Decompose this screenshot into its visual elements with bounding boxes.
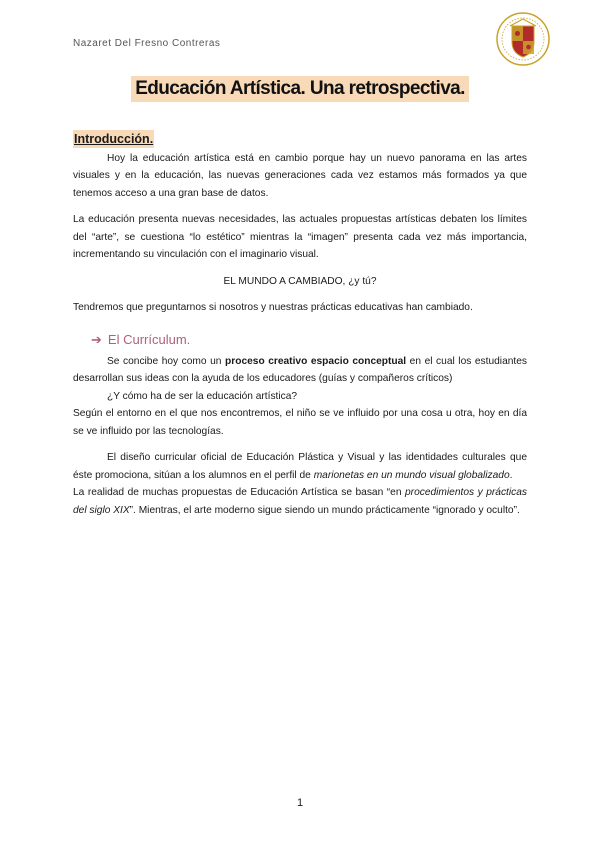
document-body — [73, 130, 527, 519]
curriculum-paragraph-3: Según el entorno en el que nos encontremos, el niño se ve influido por una cosa u otra, hoy en día se ve influido por las tecnologías. — [73, 408, 527, 437]
page-title: Educación Artística. Una retrospectiva. — [131, 76, 469, 102]
intro-question: EL MUNDO A CAMBIADO, ¿y tú? — [223, 275, 377, 287]
curriculum-paragraph-1: Se concibe hoy como un proceso creativo espacio conceptual en el cual los estudiantes desarrollan sus ideas con la ayuda de los educadores (guías y compañeros críticos) — [73, 355, 527, 384]
intro-paragraph-1: Hoy la educación artística está en cambio porque hay un nuevo panorama en las artes visuales y en la educación, las nuevas generaciones cada vez estamos más formados ya que tenemos acceso a una gran base de datos. — [73, 152, 527, 199]
arrow-right-icon: ➔ — [91, 331, 102, 347]
author-name: Nazaret Del Fresno Contreras — [73, 38, 221, 49]
page-number: 1 — [296, 797, 304, 809]
curriculum-paragraph-5: La realidad de muchas propuestas de Educación Artística se basan “en procedimientos y prácticas del siglo XIX”. Mientras, el arte moderno sigue siendo un mundo prácticamente “ignorado y oculto”. — [73, 487, 527, 516]
curriculum-heading — [91, 331, 527, 349]
university-seal-icon — [496, 12, 550, 66]
bold-phrase: proceso creativo espacio conceptual — [225, 355, 407, 367]
intro-heading: Introducción. — [74, 132, 154, 146]
intro-paragraph-4: Tendremos que preguntarnos si nosotros y nuestras prácticas educativas han cambiado. — [73, 302, 473, 313]
intro-paragraph-2: La educación presenta nuevas necesidades, las actuales propuestas artísticas debaten los límites del “arte”, se cuestiona “lo estético” mientras la “imagen” presenta cada vez más importancia, incrementando su vinculación con el imaginario visual. — [73, 214, 527, 260]
curriculum-question: ¿Y cómo ha de ser la educación artística? — [107, 390, 298, 402]
italic-phrase: marionetas en un mundo visual globalizado — [313, 469, 510, 481]
curriculum-paragraph-4: El diseño curricular oficial de Educación Plástica y Visual y las identidades culturales que éste promociona, sitúan a los alumnos en el perfil de marionetas en un mundo visual globalizado. — [73, 452, 527, 481]
italic-phrase: procedimientos y prácticas del siglo XIX — [73, 487, 527, 516]
curriculum-heading-text: El Currículum. — [107, 331, 191, 347]
